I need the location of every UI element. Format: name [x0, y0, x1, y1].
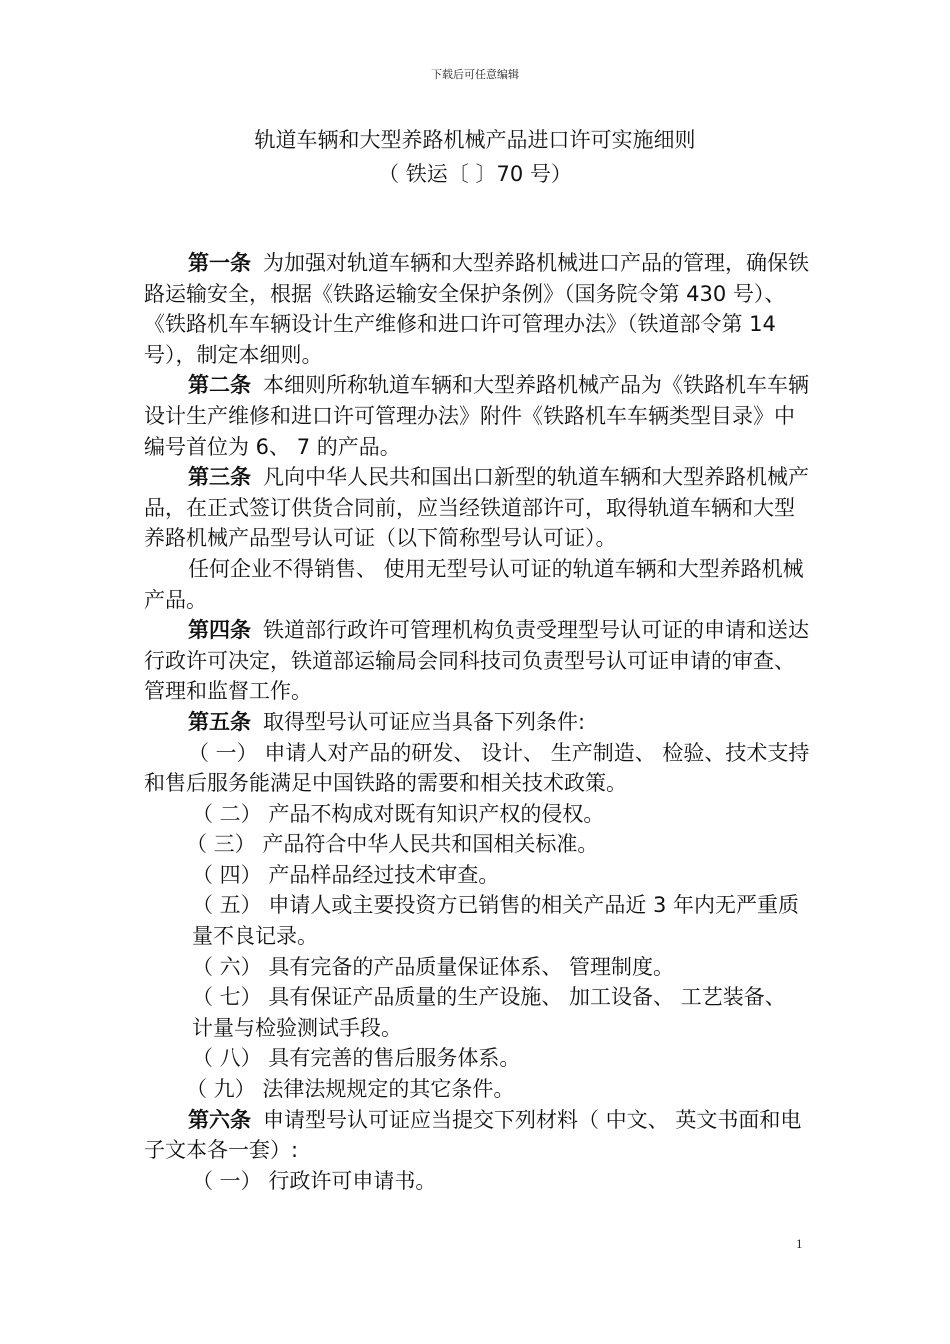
- article-6: [144, 1105, 810, 1166]
- condition-1: （ 一） 申请人对产品的研发、 设计、 生产制造、 检验、技术支持和售后服务能满足中国铁路的需要和相关技术政策。: [144, 740, 810, 796]
- article-text: 本细则所称轨道车辆和大型养路机械产品为《铁路机车车辆设计生产维修和进口许可管理办法》附件《铁路机车车辆类型目录》中编号首位为 6、 7 的产品。: [144, 373, 809, 459]
- document-subtitle: （ 铁运〔 〕70 号）: [378, 162, 572, 186]
- article-text: 铁道部行政许可管理机构负责受理型号认可证的申请和送达行政许可决定，铁道部运输局会同科技司负责型号认可证申请的审查、 管理和监督工作。: [144, 618, 809, 704]
- article-3-para-2: [144, 554, 810, 615]
- condition-4: （ 四） 产品样品经过技术审查。: [192, 862, 500, 887]
- article-text: 任何企业不得销售、 使用无型号认可证的轨道车辆和大型养路机械产品。: [144, 556, 804, 612]
- condition-8: （ 八） 具有完善的售后服务体系。: [192, 1046, 521, 1071]
- article-label: 第二条: [188, 373, 251, 398]
- article-1: [144, 248, 810, 370]
- condition-3: （ 三） 产品符合中华人民共和国相关标准。: [186, 832, 599, 857]
- article-label: 第六条: [188, 1107, 251, 1132]
- article-2: [144, 370, 810, 462]
- article-text: 凡向中华人民共和国出口新型的轨道车辆和大型养路机械产品，在正式签订供货合同前，应当经铁道部许可，取得轨道车辆和大型养路机械产品型号认可证（以下简称型号认可证）。: [144, 465, 809, 551]
- condition-7: （ 七） 具有保证产品质量的生产设施、 加工设备、 工艺装备、 计量与检验测试手段。: [192, 985, 786, 1040]
- page-number: 1: [796, 1236, 803, 1251]
- article-5: [144, 707, 810, 738]
- article-label: 第五条: [188, 709, 251, 734]
- article-text: 取得型号认可证应当具备下列条件:: [263, 709, 586, 734]
- article-4: [144, 615, 810, 707]
- document-body: [144, 248, 810, 1196]
- condition-2: （ 二） 产品不构成对既有知识产权的侵权。: [192, 801, 605, 826]
- condition-9: （ 九） 法律法规规定的其它条件。: [186, 1077, 515, 1102]
- article-label: 第四条: [188, 618, 251, 643]
- page-header: 下载后可任意编辑: [431, 68, 519, 81]
- condition-6: （ 六） 具有完备的产品质量保证体系、 管理制度。: [192, 954, 675, 979]
- document-title: 轨道车辆和大型养路机械产品进口许可实施细则: [254, 128, 696, 152]
- material-1: （ 一） 行政许可申请书。: [192, 1168, 437, 1193]
- condition-5: （ 五） 申请人或主要投资方已销售的相关产品近 3 年内无严重质量不良记录。: [192, 893, 800, 949]
- article-text: 申请型号认可证应当提交下列材料（ 中文、 英文书面和电子文本各一套）:: [144, 1107, 802, 1163]
- article-label: 第一条: [188, 251, 251, 275]
- article-label: 第三条: [188, 465, 251, 490]
- article-text: 为加强对轨道车辆和大型养路机械进口产品的管理，确保铁路运输安全，根据《铁路运输安全保护条例》（国务院令第 430 号）、《铁路机车车辆设计生产维修和进口许可管理办法》（铁道部令第 14 号），制定本细则。: [144, 251, 809, 367]
- article-3: [144, 462, 810, 554]
